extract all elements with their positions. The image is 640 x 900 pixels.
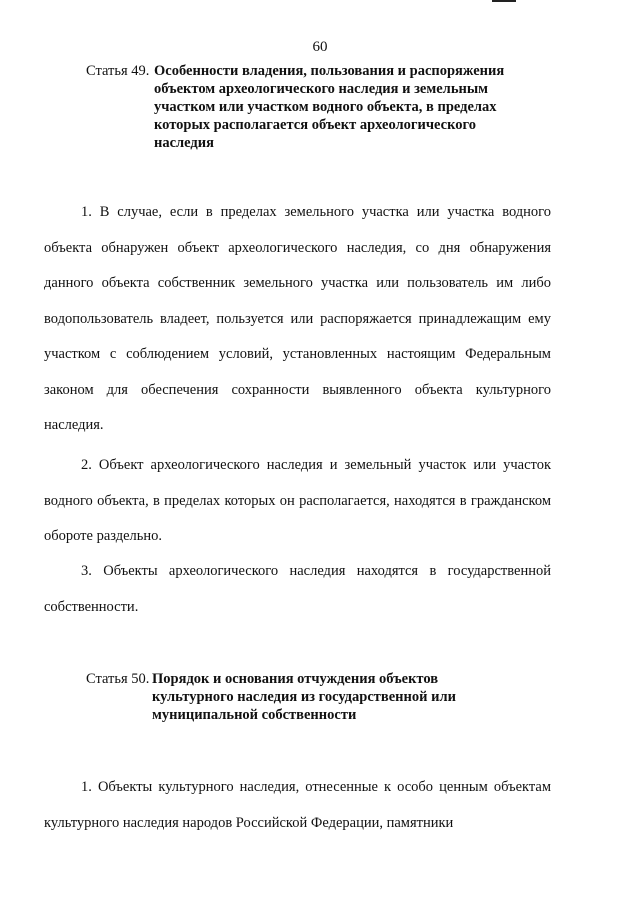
article-49-title: Особенности владения, пользования и распоряжения объектом археологического наследия и земельным участком или участком водного объекта, в пределах которых располагается объект археологического наследия	[154, 63, 505, 151]
article-49-number: Статья 49.	[86, 63, 150, 79]
article-50-title: Порядок и основания отчуждения объектов культурного наследия из государственной или муниципальной собственности	[152, 671, 456, 723]
article-49-heading	[86, 62, 556, 152]
article-49-paragraph-2: 2. Объект археологического наследия и земельный участок или участок водного объекта, в пределах которых он располагается, находятся в гражданском обороте раздельно.	[44, 457, 551, 544]
article-49-paragraph-1: 1. В случае, если в пределах земельного участка или участка водного объекта обнаружен объект археологического наследия, со дня обнаружения данного объекта собственник земельного участка или пользователь им либо водопользователь владеет, пользуется или распоряжается принадлежащим ему участком с соблюдением условий, установленных настоящим Федеральным законом для обеспечения сохранности выявленного объекта культурного наследия.	[44, 204, 551, 433]
top-edge-rule	[492, 0, 516, 2]
article-50-paragraph-1: 1. Объекты культурного наследия, отнесенные к особо ценным объектам культурного наследия народов Российской Федерации, памятники	[44, 779, 551, 831]
article-50-heading	[86, 670, 556, 724]
page-number: 60	[312, 39, 328, 55]
article-49-paragraph-3: 3. Объекты археологического наследия находятся в государственной собственности.	[44, 563, 551, 615]
article-50-number: Статья 50.	[86, 671, 150, 687]
